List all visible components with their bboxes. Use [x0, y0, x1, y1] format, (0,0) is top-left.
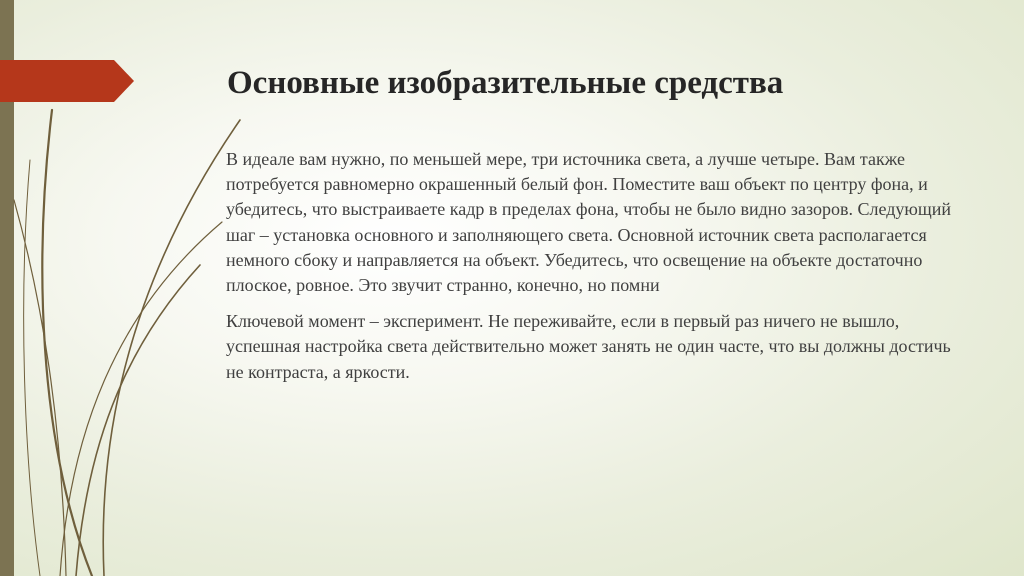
title-arrow-shape: [0, 60, 134, 102]
paragraph: Ключевой момент – эксперимент. Не переживайте, если в первый раз ничего не вышло, успешная настройка света действительно может занять не один часте, что вы должны достичь не контраста, а яркости.: [226, 311, 951, 382]
slide-body: [226, 147, 971, 396]
slide-title: Основные изобразительные средства: [227, 65, 784, 101]
paragraph: В идеале вам нужно, по меньшей мере, три источника света, а лучше четыре. Вам также потребуется равномерно окрашенный белый фон. Поместите ваш объект по центру фона, и убедитесь, что выстраиваете кадр в пределах фона, чтобы не было видно зазоров. Следующий шаг – установка основного и заполняющего света. Основной источник света располагается немного сбоку и направляется на объект. Убедитесь, что освещение на объекте достаточно плоское, ровное. Это звучит странно, конечно, но помни: [226, 149, 951, 296]
